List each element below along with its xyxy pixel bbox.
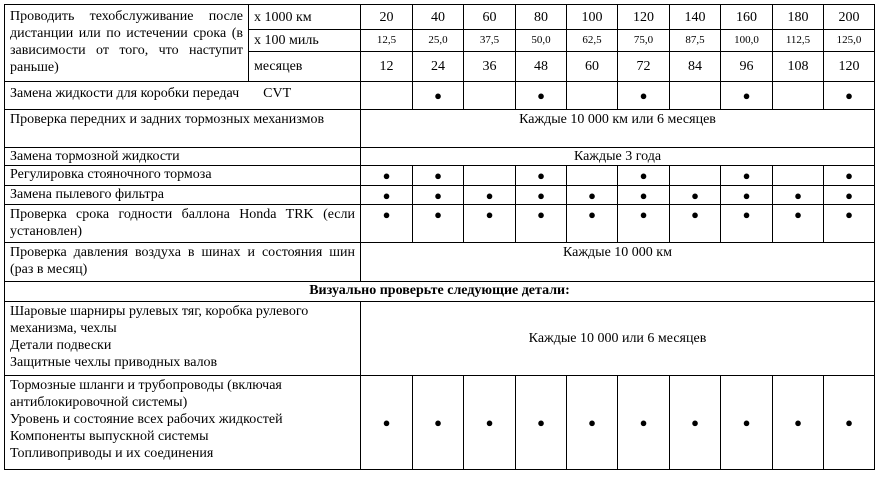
miles-cell: 87,5 bbox=[670, 30, 721, 52]
row-label-extra: CVT bbox=[263, 86, 292, 101]
dot-mark: ● bbox=[639, 207, 648, 222]
row-label: Замена тормозной жидкости bbox=[5, 148, 361, 166]
group-item: Детали подвески bbox=[10, 338, 112, 353]
dot-mark: ● bbox=[485, 415, 494, 430]
mark-cell bbox=[413, 82, 464, 110]
dot-mark: ● bbox=[845, 415, 853, 430]
months-cell: 60 bbox=[567, 52, 618, 82]
dot-mark: ● bbox=[845, 88, 853, 103]
mark-cell bbox=[618, 82, 670, 110]
mark-cell bbox=[721, 82, 773, 110]
km-cell: 60 bbox=[464, 5, 516, 30]
mark-cell bbox=[773, 186, 824, 205]
mark-cell bbox=[721, 376, 773, 470]
km-cell: 100 bbox=[567, 5, 618, 30]
mark-cell bbox=[516, 186, 567, 205]
dot-mark: ● bbox=[794, 415, 802, 430]
row-label: Проверка давления воздуха в шинах и состояния шин (раз в месяц) bbox=[5, 243, 361, 282]
mark-cell bbox=[413, 376, 464, 470]
km-cell: 120 bbox=[618, 5, 670, 30]
dot-mark: ● bbox=[588, 207, 596, 222]
table-row bbox=[5, 148, 875, 166]
group-item: Тормозные шланги и трубопроводы (включая антиблокировочной системы) bbox=[10, 378, 282, 410]
dot-mark: ● bbox=[434, 207, 442, 222]
row-label-text: Замена жидкости для коробки передач bbox=[10, 86, 240, 101]
mark-cell bbox=[413, 186, 464, 205]
dot-mark: ● bbox=[537, 207, 545, 222]
mark-cell bbox=[670, 166, 721, 186]
row-label-group bbox=[5, 302, 361, 376]
months-cell: 48 bbox=[516, 52, 567, 82]
km-cell: 80 bbox=[516, 5, 567, 30]
mark-cell bbox=[567, 205, 618, 243]
row-interval: Каждые 10 000 км bbox=[361, 243, 875, 282]
mark-cell bbox=[824, 376, 875, 470]
row-label-group bbox=[5, 376, 361, 470]
miles-cell: 75,0 bbox=[618, 30, 670, 52]
mark-cell bbox=[773, 205, 824, 243]
dot-mark: ● bbox=[588, 415, 596, 430]
dot-mark: ● bbox=[485, 187, 494, 203]
mark-cell bbox=[618, 376, 670, 470]
mark-cell bbox=[361, 186, 413, 205]
mark-cell bbox=[567, 186, 618, 205]
row-interval: Каждые 10 000 или 6 месяцев bbox=[361, 302, 875, 376]
miles-cell: 100,0 bbox=[721, 30, 773, 52]
mark-cell bbox=[824, 205, 875, 243]
mark-cell bbox=[773, 166, 824, 186]
dot-mark: ● bbox=[382, 207, 391, 222]
months-cell: 12 bbox=[361, 52, 413, 82]
table-row bbox=[5, 186, 875, 205]
dot-mark: ● bbox=[434, 168, 442, 183]
km-cell: 40 bbox=[413, 5, 464, 30]
dot-mark: ● bbox=[434, 187, 442, 203]
table-row bbox=[5, 243, 875, 282]
table-row bbox=[5, 110, 875, 148]
dot-mark: ● bbox=[588, 187, 596, 203]
dot-mark: ● bbox=[485, 207, 494, 222]
mark-cell bbox=[618, 186, 670, 205]
months-cell: 36 bbox=[464, 52, 516, 82]
row-interval: Каждые 3 года bbox=[361, 148, 875, 166]
group-item: Шаровые шарниры рулевых тяг, коробка рулевого механизма, чехлы bbox=[10, 304, 309, 336]
row-label: Регулировка стояночного тормоза bbox=[5, 166, 361, 186]
dot-mark: ● bbox=[742, 88, 751, 103]
dot-mark: ● bbox=[382, 415, 391, 430]
group-item: Топливоприводы и их соединения bbox=[10, 446, 214, 461]
mark-cell bbox=[670, 376, 721, 470]
km-cell: 180 bbox=[773, 5, 824, 30]
dot-mark: ● bbox=[691, 415, 699, 430]
row-interval: Каждые 10 000 км или 6 месяцев bbox=[361, 110, 875, 148]
mark-cell bbox=[464, 205, 516, 243]
mark-cell bbox=[361, 205, 413, 243]
mark-cell bbox=[361, 82, 413, 110]
group-item: Защитные чехлы приводных валов bbox=[10, 355, 218, 370]
dot-mark: ● bbox=[639, 168, 648, 183]
unit-km: x 1000 км bbox=[249, 5, 361, 30]
unit-miles: x 100 миль bbox=[249, 30, 361, 52]
group-item: Компоненты выпускной системы bbox=[10, 429, 209, 444]
km-cell: 140 bbox=[670, 5, 721, 30]
dot-mark: ● bbox=[742, 168, 751, 183]
dot-mark: ● bbox=[537, 415, 545, 430]
maintenance-schedule-table bbox=[4, 4, 875, 470]
dot-mark: ● bbox=[845, 207, 853, 222]
km-cell: 160 bbox=[721, 5, 773, 30]
mark-cell bbox=[361, 376, 413, 470]
mark-cell bbox=[670, 205, 721, 243]
header-row-km bbox=[5, 5, 875, 30]
months-cell: 24 bbox=[413, 52, 464, 82]
months-cell: 108 bbox=[773, 52, 824, 82]
mark-cell bbox=[516, 376, 567, 470]
km-cell: 20 bbox=[361, 5, 413, 30]
row-label: Замена пылевого фильтра bbox=[5, 186, 361, 205]
mark-cell bbox=[413, 166, 464, 186]
mark-cell bbox=[464, 166, 516, 186]
mark-cell bbox=[464, 82, 516, 110]
table-row bbox=[5, 166, 875, 186]
dot-mark: ● bbox=[794, 207, 802, 222]
section-heading-row bbox=[5, 282, 875, 302]
table-row bbox=[5, 376, 875, 470]
miles-cell: 50,0 bbox=[516, 30, 567, 52]
miles-cell: 12,5 bbox=[361, 30, 413, 52]
mark-cell bbox=[721, 166, 773, 186]
dot-mark: ● bbox=[639, 187, 648, 203]
dot-mark: ● bbox=[742, 207, 751, 222]
mark-cell bbox=[824, 186, 875, 205]
dot-mark: ● bbox=[639, 415, 648, 430]
dot-mark: ● bbox=[382, 168, 391, 183]
dot-mark: ● bbox=[639, 88, 648, 103]
dot-mark: ● bbox=[845, 168, 853, 183]
mark-cell bbox=[721, 205, 773, 243]
months-cell: 72 bbox=[618, 52, 670, 82]
mark-cell bbox=[516, 166, 567, 186]
dot-mark: ● bbox=[742, 415, 751, 430]
mark-cell bbox=[618, 205, 670, 243]
dot-mark: ● bbox=[382, 187, 391, 203]
dot-mark: ● bbox=[794, 187, 802, 203]
miles-cell: 62,5 bbox=[567, 30, 618, 52]
mark-cell bbox=[567, 376, 618, 470]
dot-mark: ● bbox=[537, 187, 545, 203]
mark-cell bbox=[516, 82, 567, 110]
header-description: Проводить техобслуживание после дистанции или по истечении срока (в зависимости от того, что наступит раньше) bbox=[5, 5, 249, 82]
row-label bbox=[5, 82, 361, 110]
miles-cell: 125,0 bbox=[824, 30, 875, 52]
mark-cell bbox=[773, 82, 824, 110]
unit-months: месяцев bbox=[249, 52, 361, 82]
mark-cell bbox=[464, 376, 516, 470]
table-row bbox=[5, 82, 875, 110]
dot-mark: ● bbox=[742, 187, 751, 203]
mark-cell bbox=[567, 166, 618, 186]
miles-cell: 37,5 bbox=[464, 30, 516, 52]
mark-cell bbox=[361, 166, 413, 186]
group-item: Уровень и состояние всех рабочих жидкостей bbox=[10, 412, 283, 427]
dot-mark: ● bbox=[691, 207, 699, 222]
dot-mark: ● bbox=[691, 187, 699, 203]
table-row bbox=[5, 302, 875, 376]
mark-cell bbox=[824, 82, 875, 110]
miles-cell: 112,5 bbox=[773, 30, 824, 52]
dot-mark: ● bbox=[537, 168, 545, 183]
km-cell: 200 bbox=[824, 5, 875, 30]
dot-mark: ● bbox=[434, 88, 442, 103]
mark-cell bbox=[721, 186, 773, 205]
mark-cell bbox=[670, 186, 721, 205]
mark-cell bbox=[618, 166, 670, 186]
months-cell: 96 bbox=[721, 52, 773, 82]
row-label: Проверка срока годности баллона Honda TRK (если установлен) bbox=[5, 205, 361, 243]
mark-cell bbox=[567, 82, 618, 110]
dot-mark: ● bbox=[537, 88, 545, 103]
miles-cell: 25,0 bbox=[413, 30, 464, 52]
row-label: Проверка передних и задних тормозных механизмов bbox=[5, 110, 361, 148]
dot-mark: ● bbox=[845, 187, 853, 203]
mark-cell bbox=[516, 205, 567, 243]
mark-cell bbox=[824, 166, 875, 186]
months-cell: 120 bbox=[824, 52, 875, 82]
months-cell: 84 bbox=[670, 52, 721, 82]
visual-check-heading: Визуально проверьте следующие детали: bbox=[5, 282, 875, 302]
mark-cell bbox=[670, 82, 721, 110]
mark-cell bbox=[773, 376, 824, 470]
dot-mark: ● bbox=[434, 415, 442, 430]
table-row bbox=[5, 205, 875, 243]
mark-cell bbox=[464, 186, 516, 205]
mark-cell bbox=[413, 205, 464, 243]
